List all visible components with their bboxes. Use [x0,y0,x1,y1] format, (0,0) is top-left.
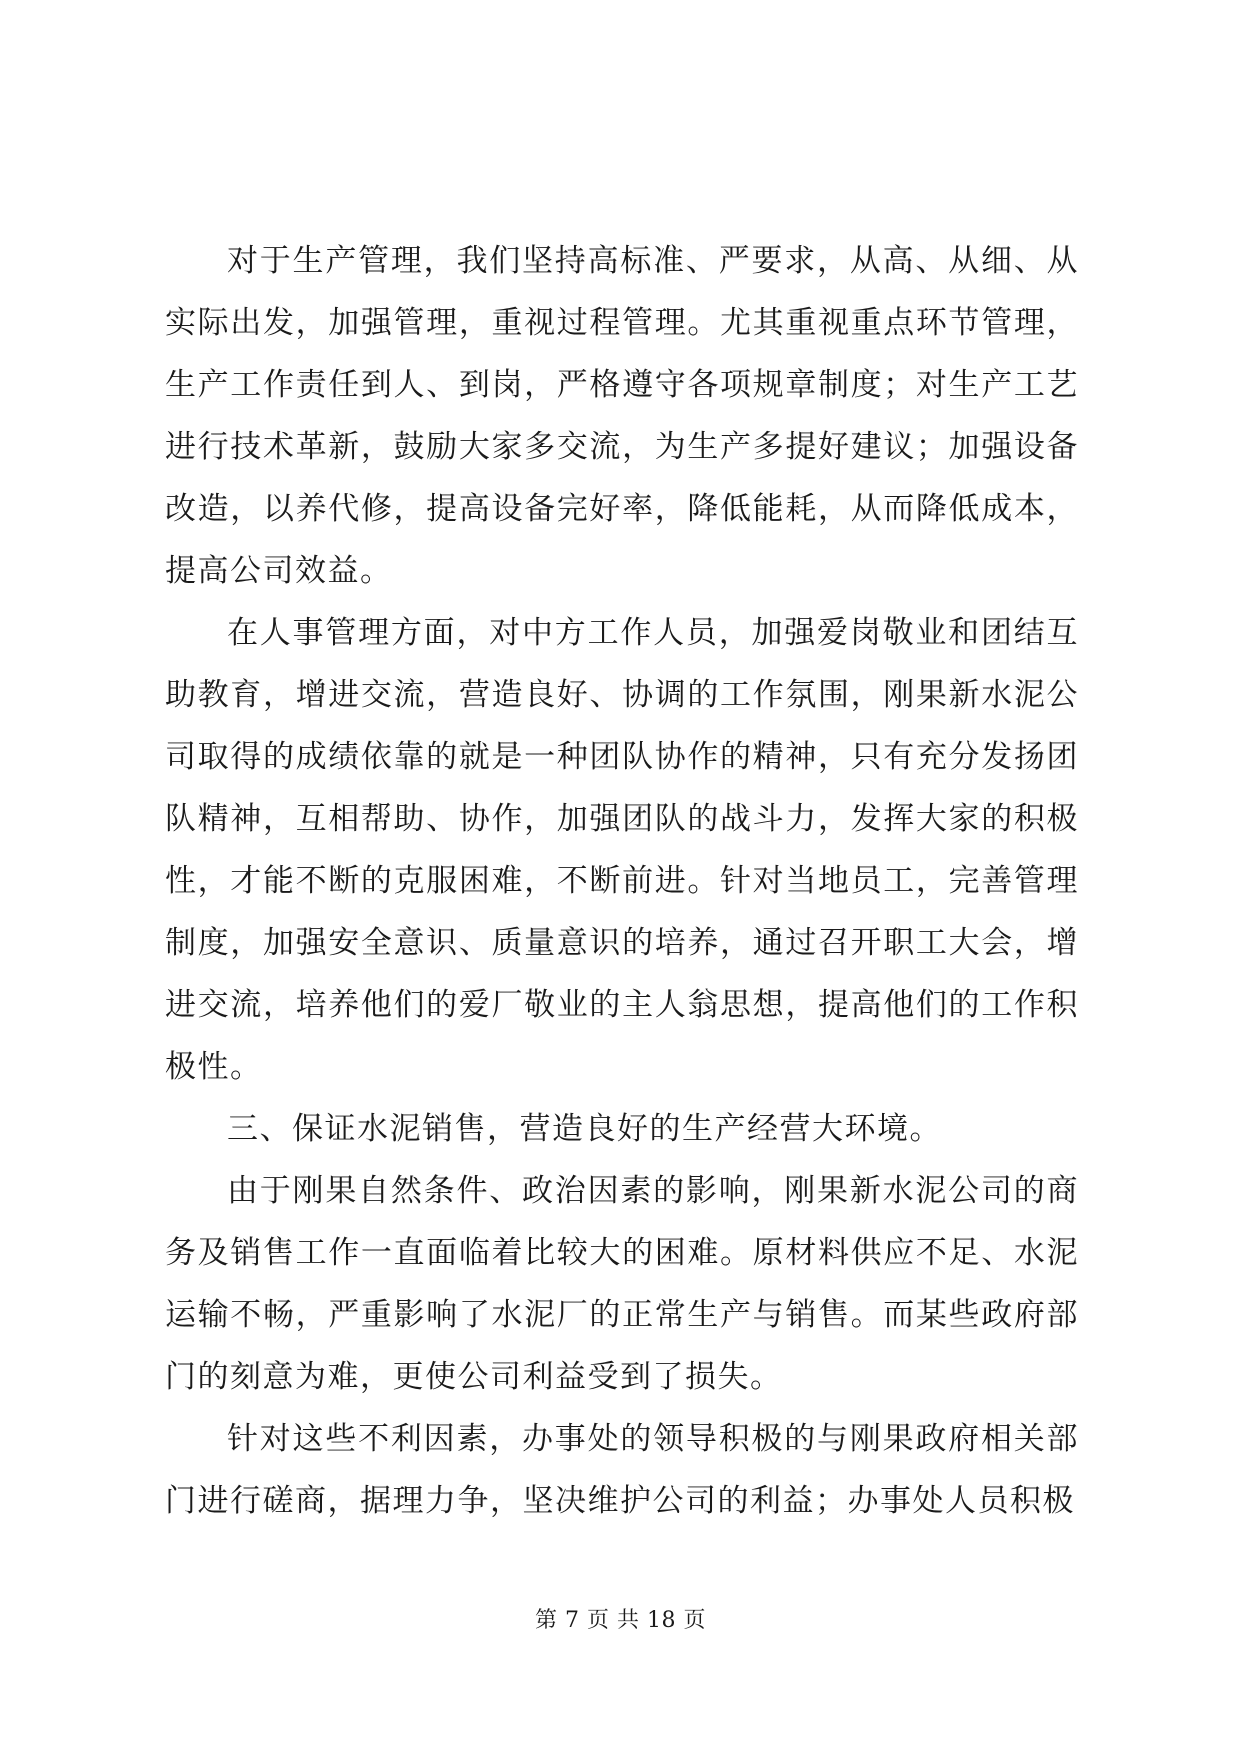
page-number-footer: 第 7 页 共 18 页 [535,1608,706,1633]
paragraph-personnel-management: 在人事管理方面，对中方工作人员，加强爱岗敬业和团结互助教育，增进交流，营造良好、协调的工作氛围，刚果新水泥公司取得的成绩依靠的就是一种团队协作的精神，只有充分发扬团队精神，互相帮助、协作，加强团队的战斗力，发挥大家的积极性，才能不断的克服困难，不断前进。针对当地员工，完善管理制度，加强安全意识、质量意识的培养，通过召开职工大会，增进交流，培养他们的爱厂敬业的主人翁思想，提高他们的工作积极性。 [165,615,1079,1085]
paragraph-production-management: 对于生产管理，我们坚持高标准、严要求，从高、从细、从实际出发，加强管理，重视过程管理。尤其重视重点环节管理，生产工作责任到人、到岗，严格遵守各项规章制度；对生产工艺进行技术革新，鼓励大家多交流，为生产多提好建议；加强设备改造，以养代修，提高设备完好率，降低能耗，从而降低成本，提高公司效益。 [165,243,1079,589]
paragraph-countermeasures: 针对这些不利因素，办事处的领导积极的与刚果政府相关部门进行磋商，据理力争，坚决维护公司的利益；办事处人员积极 [165,1421,1079,1519]
paragraph-sales-difficulties: 由于刚果自然条件、政治因素的影响，刚果新水泥公司的商务及销售工作一直面临着比较大的困难。原材料供应不足、水泥运输不畅，严重影响了水泥厂的正常生产与销售。而某些政府部门的刻意为难，更使公司利益受到了损失。 [165,1173,1079,1395]
body-text [165,230,1079,1532]
section-heading-cement-sales: 三、保证水泥销售，营造良好的生产经营大环境。 [227,1111,942,1147]
